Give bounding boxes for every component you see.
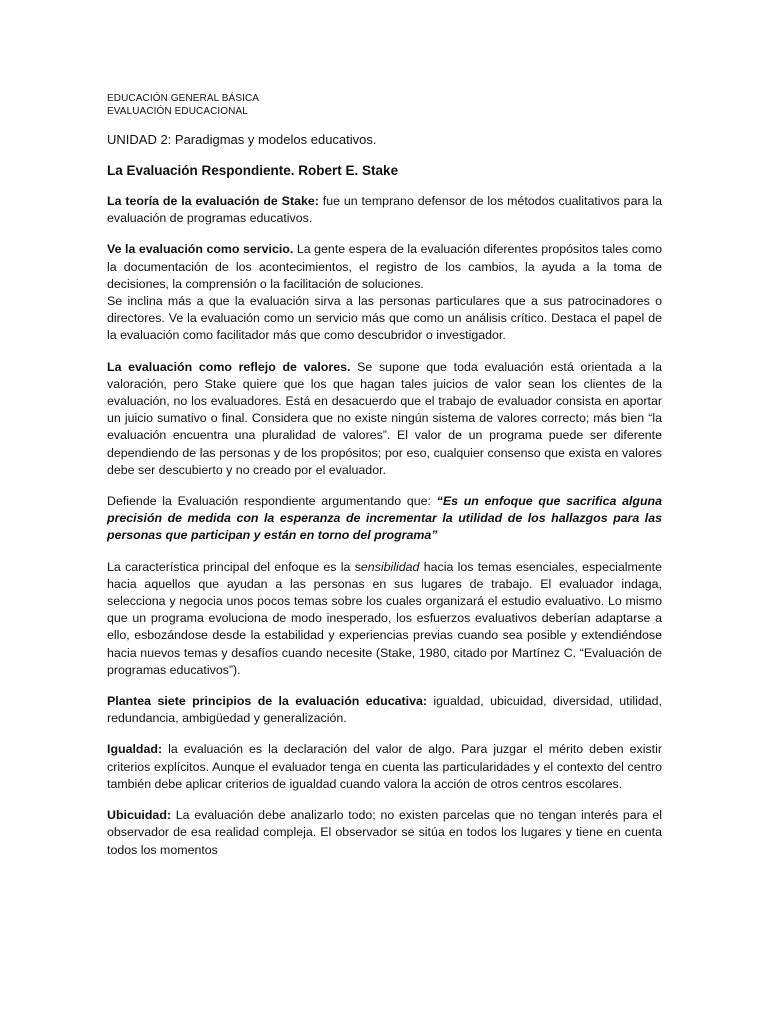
paragraph-lead: Plantea siete principios de la evaluación educativa: (107, 694, 428, 709)
unit-heading: UNIDAD 2: Paradigmas y modelos educativos. (107, 132, 377, 147)
paragraph-text-pre: La característica principal del enfoque es la s (107, 559, 361, 574)
header-line-2: EVALUACIÓN EDUCACIONAL (107, 106, 248, 117)
paragraph-emphasis: ensibilidad (360, 559, 420, 574)
paragraph-ubiquity (107, 807, 662, 859)
paragraph-text: La evaluación debe analizarlo todo; no existen parcelas que no tengan interés para el observador de esa realidad compleja. El observador se sitúa en todos los lugares y tiene en cuenta todos los momentos (107, 808, 662, 857)
paragraph-service (107, 241, 662, 293)
paragraph-equality (107, 741, 662, 793)
paragraph-lead: Ve la evaluación como servicio. (107, 242, 294, 257)
paragraph-service-continued: Se inclina más a que la evaluación sirva a las personas particulares que a sus patrocinadores o directores. Ve la evaluación como un servicio más que como un análisis crítico. Destaca el papel de la evaluación como facilitador más que como descubridor o investigador. (107, 294, 662, 343)
paragraph-lead: Igualdad: (107, 742, 163, 757)
paragraph-text: Se supone que toda evaluación está orientada a la valoración, pero Stake quiere que los que hagan tales juicios de valor sean los clientes de la evaluación, no los evaluadores. Está en desacuerdo que el trabajo de evaluador consista en aportar un juicio sumativo o final. Considera que no existe ningún sistema de valores correcto; más bien “la evaluación encuentra una pluralidad de valores”. El valor de un programa puede ser diferente dependiendo de las personas y de los propósitos; por eso, cualquier consenso que exista en valores debe ser descubierto y no creado por el evaluador. (107, 359, 663, 477)
paragraph-sensitivity (107, 559, 662, 679)
paragraph-text: fue un temprano defensor de los métodos cualitativos para la evaluación de programas educativos. (107, 194, 662, 226)
header-line-1: EDUCACIÓN GENERAL BÁSICA (107, 93, 260, 104)
document-title: La Evaluación Respondiente. Robert E. Stake (107, 163, 399, 178)
paragraph-defense (107, 493, 662, 545)
paragraph-quote: “Es un enfoque que sacrifica alguna precisión de medida con la esperanza de incrementar la utilidad de los hallazgos para las personas que participan y están en torno del programa” (107, 494, 663, 543)
paragraph-text: hacia los temas esenciales, especialmente hacia aquellos que ayudan a las personas en sus lugares de trabajo. El evaluador indaga, selecciona y negocia unos pocos temas sobre los cuales organizará el estudio evaluativo. Lo mismo que un programa evoluciona de modo inesperado, los esfuerzos evaluativos deberían adaptarse a ello, esbozándose desde la estabilidad y experiencias previas cuando sea posible y extendiéndose hacia nuevos temas y desafíos cuando necesite (Stake, 1980, citado por Martínez C. “Evaluación de programas educativos”). (107, 559, 662, 677)
paragraph-values (107, 359, 662, 479)
paragraph-text: igualdad, ubicuidad, diversidad, utilidad, redundancia, ambigüedad y generalización. (107, 694, 662, 726)
paragraph-lead: La evaluación como reflejo de valores. (107, 359, 351, 374)
paragraph-lead: Ubicuidad: (107, 808, 172, 823)
paragraph-text: Defiende la Evaluación respondiente argumentando que: (107, 494, 437, 509)
paragraph-stake-theory (107, 193, 662, 227)
paragraph-text: la evaluación es la declaración del valor de algo. Para juzgar el mérito deben existir criterios explícitos. Aunque el evaluador tenga en cuenta las particularidades y el contexto del centro también debe aplicar criterios de igualdad cuando valora la acción de otros centros escolares. (107, 742, 662, 791)
document-body (107, 92, 662, 859)
paragraph-text: La gente espera de la evaluación diferentes propósitos tales como la documentación de los acontecimientos, el registro de los cambios, la ayuda a la toma de decisiones, la comprensión o la facilitación de soluciones. (107, 242, 663, 291)
paragraph-lead: La teoría de la evaluación de Stake: (107, 194, 319, 208)
paragraph-principles (107, 693, 662, 727)
